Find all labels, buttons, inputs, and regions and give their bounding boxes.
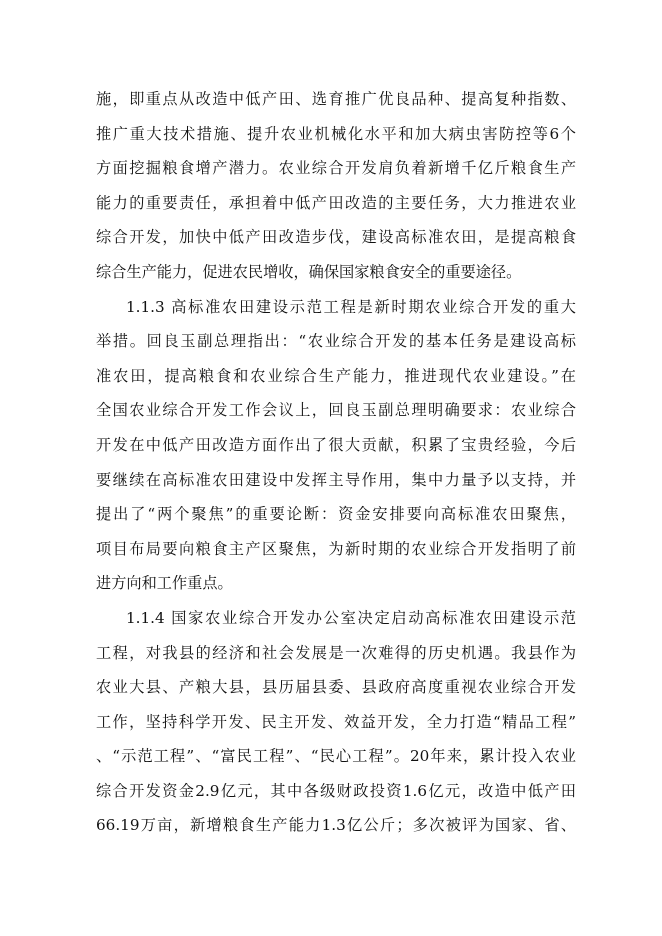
text-line: 综合开发，加快中低产田改造步伐，建设高标准农田，是提高粮食 <box>96 228 576 247</box>
text-line: 施，即重点从改造中低产田、选育推广优良品种、提高复种指数、 <box>96 90 576 108</box>
section-1-1-4-heading-line: 1.1.4 国家农业综合开发办公室决定启动高标准农田建设示范 <box>126 608 576 627</box>
text-line: 举措。回良玉副总理指出：“农业综合开发的基本任务是建设高标 <box>96 332 576 351</box>
text-line: 能力的重要责任，承担着中低产田改造的主要任务，大力推进农业 <box>96 193 576 212</box>
text-line: 方面挖掘粮食增产潜力。农业综合开发肩负着新增千亿斤粮食生产 <box>96 159 576 178</box>
text-line: 工作，坚持科学开发、民主开发、效益开发，全力打造“精品工程” <box>96 712 576 731</box>
section-1-1-3-heading-line: 1.1.3 高标准农田建设示范工程是新时期农业综合开发的重大 <box>126 297 576 316</box>
text-line: 推广重大技术措施、提升农业机械化水平和加大病虫害防控等6个 <box>96 124 576 143</box>
text-line: 项目布局要向粮食主产区聚焦，为新时期的农业综合开发指明了前 <box>96 539 576 558</box>
text-line: 工程，对我县的经济和社会发展是一次难得的历史机遇。我县作为 <box>96 643 576 662</box>
text-line: 66.19万亩，新增粮食生产能力1.3亿公斤；多次被评为国家、省、 <box>96 816 576 835</box>
text-line: 综合生产能力，促进农民增收，确保国家粮食安全的重要途径。 <box>96 262 522 281</box>
text-line: 综合开发资金2.9亿元，其中各级财政投资1.6亿元，改造中低产田 <box>96 781 576 800</box>
text-line: 提出了“两个聚焦”的重要论断：资金安排要向高标准农田聚焦， <box>96 505 576 524</box>
text-line: 要继续在高标准农田建设中发挥主导作用，集中力量予以支持，并 <box>96 470 576 489</box>
text-line: 、“示范工程”、“富民工程”、“民心工程”。20年来，累计投入农业 <box>96 747 576 766</box>
text-line: 准农田，提高粮食和农业综合生产能力，推进现代农业建设。”在 <box>96 366 576 385</box>
text-line: 开发在中低产田改造方面作出了很大贡献，积累了宝贵经验，今后 <box>96 435 576 454</box>
text-line: 进方向和工作重点。 <box>96 574 233 593</box>
text-line: 农业大县、产粮大县，县历届县委、县政府高度重视农业综合开发 <box>96 678 576 697</box>
text-line: 全国农业综合开发工作会议上，回良玉副总理明确要求：农业综合 <box>96 401 576 420</box>
document-body <box>96 82 576 843</box>
